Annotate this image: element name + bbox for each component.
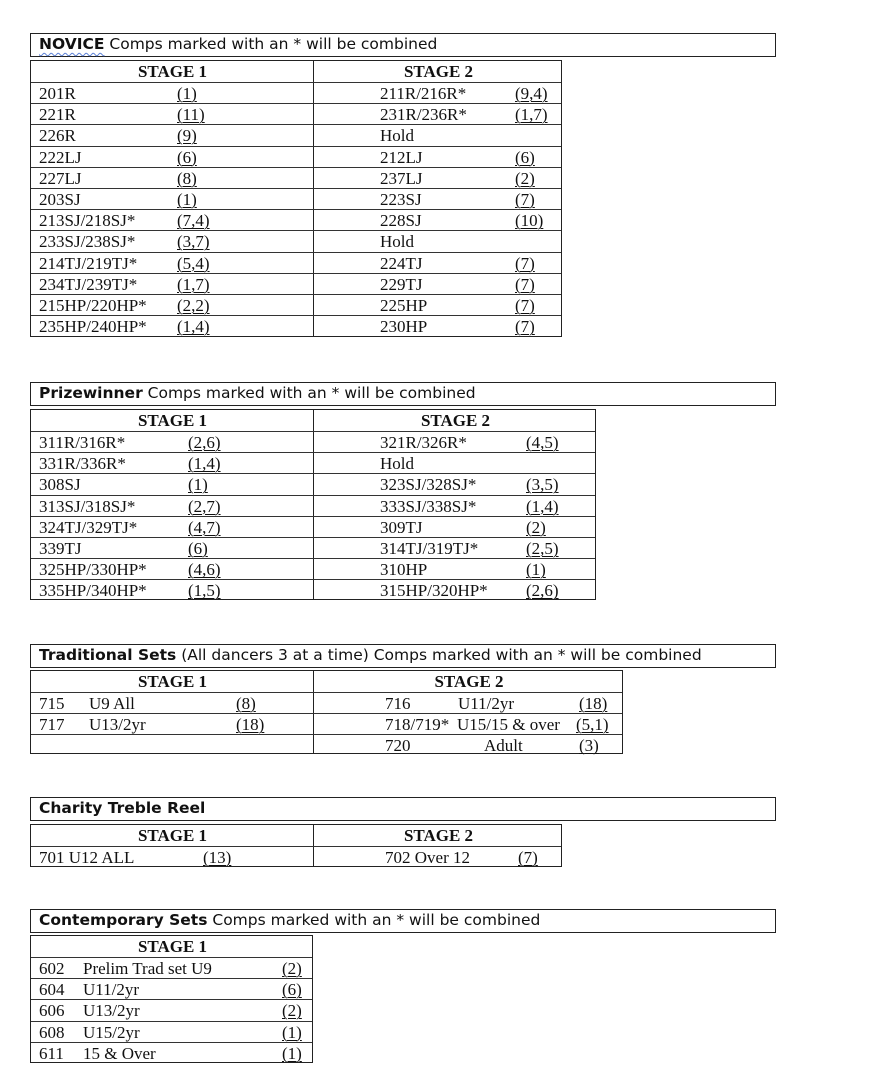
- stage2-comp: 231R/236R*: [380, 105, 467, 125]
- stage1-count: (2,7): [188, 496, 221, 516]
- stage2-comp-number: 718/719*: [385, 715, 450, 735]
- stage2-count: (4,5): [526, 433, 559, 452]
- stage2-count: (2): [515, 168, 535, 188]
- stage2-comp: Hold: [380, 232, 414, 252]
- contemporary-table: [30, 935, 313, 1063]
- stage1-comp: 203SJ: [39, 190, 81, 209]
- stage2-count: (2,6): [526, 581, 559, 601]
- stage1-age-group: U13/2yr: [83, 1001, 140, 1021]
- stage1-comp-number: 604: [39, 980, 65, 1000]
- charity-table: [30, 824, 562, 867]
- stage2-comp: 333SJ/338SJ*: [380, 496, 477, 516]
- traditional-stage2-header: STAGE 2: [434, 672, 504, 691]
- traditional-note: Comps marked with an * will be combined: [373, 646, 702, 664]
- stage2-count: (1): [526, 560, 546, 580]
- stage2-comp: 315HP/320HP*: [380, 581, 488, 601]
- row-divider: [31, 999, 312, 1000]
- stage1-comp-number: 606: [39, 1001, 65, 1021]
- stage1-count: (6): [177, 147, 197, 167]
- row-divider: [31, 734, 622, 735]
- stage1-comp-number: 602: [39, 959, 65, 978]
- stage2-count: (1,7): [515, 105, 548, 125]
- stage2-comp: 321R/326R*: [380, 433, 467, 452]
- stage1-count: (6): [188, 539, 208, 558]
- prizewinner-note: Comps marked with an * will be combined: [147, 384, 476, 402]
- stage2-count: (1,4): [526, 496, 559, 516]
- stage2-age-group: U11/2yr: [458, 694, 515, 713]
- stage2-count: (3,5): [526, 475, 559, 495]
- stage2-comp: Hold: [380, 126, 414, 146]
- prizewinner-title: Prizewinner: [39, 384, 143, 402]
- stage1-comp-number: 611: [39, 1043, 64, 1063]
- stage1-age-group: U9 All: [89, 694, 135, 713]
- stage1-comp-number: 715: [39, 694, 65, 713]
- prizewinner-stage2-header: STAGE 2: [420, 411, 491, 430]
- stage1-comp: 214TJ/219TJ*: [39, 253, 138, 273]
- stage1-comp: 325HP/330HP*: [39, 560, 147, 580]
- stage1-comp: 227LJ: [39, 168, 82, 188]
- stage1-comp: 331R/336R*: [39, 454, 126, 474]
- stage1-count: (1,4): [188, 454, 221, 474]
- stage1-count: (8): [236, 694, 256, 713]
- charity-stage2-comp: 702 Over 12: [385, 848, 470, 867]
- charity-stage1-comp: 701 U12 ALL: [39, 848, 135, 867]
- stage1-comp: 226R: [39, 126, 76, 146]
- traditional-table: [30, 670, 623, 754]
- stage1-count: (1): [188, 475, 208, 495]
- contemporary-note: Comps marked with an * will be combined: [212, 911, 541, 929]
- stage1-count: (18): [236, 715, 265, 735]
- stage2-count: (3): [579, 736, 599, 756]
- traditional-subtitle: (All dancers 3 at a time): [181, 646, 369, 664]
- stage2-age-group: U15/15 & over: [457, 715, 560, 735]
- contemporary-title: Contemporary Sets: [39, 911, 208, 929]
- stage1-count: (8): [177, 168, 197, 188]
- stage1-count: (7,4): [177, 211, 210, 231]
- row-divider: [31, 167, 561, 168]
- stage1-count: (9): [177, 126, 197, 146]
- stage1-comp: 215HP/220HP*: [39, 296, 147, 315]
- charity-title: Charity Treble Reel: [39, 799, 206, 817]
- contemporary-stage1-header: STAGE 1: [137, 937, 208, 956]
- column-divider: [313, 410, 314, 599]
- stage2-count: (6): [515, 147, 535, 167]
- stage1-count: (1): [177, 84, 197, 103]
- stage2-comp: 223SJ: [380, 190, 422, 209]
- stage1-count: (1): [177, 190, 197, 209]
- stage2-comp: 237LJ: [380, 168, 423, 188]
- stage1-comp: 201R: [39, 84, 76, 103]
- traditional-title: Traditional Sets: [39, 646, 177, 664]
- stage1-comp: 234TJ/239TJ*: [39, 274, 138, 294]
- stage1-comp: 324TJ/329TJ*: [39, 517, 138, 537]
- novice-note: Comps marked with an * will be combined: [109, 35, 438, 53]
- stage1-count: (3,7): [177, 232, 210, 252]
- stage1-age-group: U13/2yr: [89, 715, 146, 735]
- stage2-count: (10): [515, 211, 544, 231]
- stage1-count: (2,6): [188, 433, 221, 452]
- stage2-count: (5,1): [576, 715, 609, 735]
- stage1-count: (5,4): [177, 253, 210, 273]
- stage2-comp: 230HP: [380, 317, 428, 337]
- stage2-comp: 309TJ: [380, 517, 423, 537]
- stage1-age-group: U11/2yr: [83, 980, 140, 1000]
- stage1-age-group: U15/2yr: [83, 1022, 140, 1042]
- stage2-comp: 310HP: [380, 560, 428, 580]
- stage2-count: (18): [579, 694, 608, 713]
- stage2-count: (2,5): [526, 539, 559, 558]
- stage1-count: (6): [282, 980, 302, 1000]
- stage1-comp: 339TJ: [39, 539, 82, 558]
- novice-title: NOVICE: [39, 35, 105, 53]
- row-divider: [31, 124, 561, 125]
- stage2-count: (7): [515, 296, 535, 315]
- row-divider: [31, 1042, 312, 1043]
- prizewinner-stage1-header: STAGE 1: [137, 411, 208, 430]
- row-divider: [31, 1021, 312, 1022]
- stage2-comp-number: 720: [385, 736, 411, 756]
- contemporary-header: [30, 909, 776, 933]
- novice-stage2-header: STAGE 2: [403, 62, 474, 81]
- traditional-stage1-header: STAGE 1: [137, 672, 208, 691]
- prizewinner-header: [30, 382, 776, 406]
- stage1-age-group: 15 & Over: [83, 1043, 156, 1063]
- stage1-comp-number: 717: [39, 715, 65, 735]
- row-divider: [31, 146, 561, 147]
- novice-table: [30, 60, 562, 337]
- stage1-comp: 222LJ: [39, 147, 82, 167]
- stage2-comp: 224TJ: [380, 253, 423, 273]
- stage2-comp: 211R/216R*: [380, 84, 467, 103]
- stage1-count: (2,2): [177, 296, 210, 315]
- stage1-comp: 235HP/240HP*: [39, 317, 147, 337]
- stage2-comp: 314TJ/319TJ*: [380, 539, 479, 558]
- charity-header: [30, 797, 776, 821]
- stage1-count: (1): [282, 1022, 302, 1042]
- row-divider: [31, 188, 561, 189]
- novice-stage1-header: STAGE 1: [137, 62, 208, 81]
- prizewinner-table: [30, 409, 596, 600]
- novice-header: [30, 33, 776, 57]
- stage1-count: (11): [177, 105, 205, 125]
- stage1-comp: 233SJ/238SJ*: [39, 232, 136, 252]
- stage2-comp-number: 716: [385, 694, 411, 713]
- stage1-count: (4,7): [188, 517, 221, 537]
- charity-stage1-header: STAGE 1: [137, 826, 208, 845]
- charity-stage1-count: (13): [203, 848, 232, 867]
- stage1-count: (1): [282, 1043, 302, 1063]
- stage1-count: (2): [282, 1001, 302, 1021]
- stage1-comp: 311R/316R*: [39, 433, 126, 452]
- stage2-comp: 229TJ: [380, 274, 423, 294]
- stage2-comp: 225HP: [380, 296, 428, 315]
- stage1-count: (2): [282, 959, 302, 978]
- stage1-age-group: Prelim Trad set U9: [83, 959, 212, 978]
- stage1-comp: 308SJ: [39, 475, 81, 495]
- stage1-count: (1,4): [177, 317, 210, 337]
- stage2-count: (2): [526, 517, 546, 537]
- traditional-header: [30, 644, 776, 668]
- stage1-comp: 221R: [39, 105, 76, 125]
- stage1-count: (4,6): [188, 560, 221, 580]
- row-divider: [31, 82, 561, 83]
- stage1-count: (1,7): [177, 274, 210, 294]
- charity-stage2-count: (7): [518, 848, 538, 867]
- stage2-count: (7): [515, 253, 535, 273]
- stage1-comp-number: 608: [39, 1022, 65, 1042]
- stage1-comp: 213SJ/218SJ*: [39, 211, 136, 231]
- row-divider: [31, 978, 312, 979]
- stage2-age-group: Adult: [484, 736, 523, 756]
- stage1-comp: 335HP/340HP*: [39, 581, 147, 601]
- stage2-comp: 323SJ/328SJ*: [380, 475, 477, 495]
- row-divider: [31, 103, 561, 104]
- charity-stage2-header: STAGE 2: [403, 826, 474, 845]
- stage2-comp: 212LJ: [380, 147, 423, 167]
- column-divider: [313, 671, 314, 753]
- stage2-count: (7): [515, 274, 535, 294]
- row-divider: [31, 473, 595, 474]
- stage2-count: (7): [515, 317, 535, 337]
- stage2-count: (7): [515, 190, 535, 209]
- stage1-comp: 313SJ/318SJ*: [39, 496, 136, 516]
- row-divider: [31, 537, 595, 538]
- stage2-comp: 228SJ: [380, 211, 422, 231]
- stage1-count: (1,5): [188, 581, 221, 601]
- stage2-count: (9,4): [515, 84, 548, 103]
- stage2-comp: Hold: [380, 454, 414, 474]
